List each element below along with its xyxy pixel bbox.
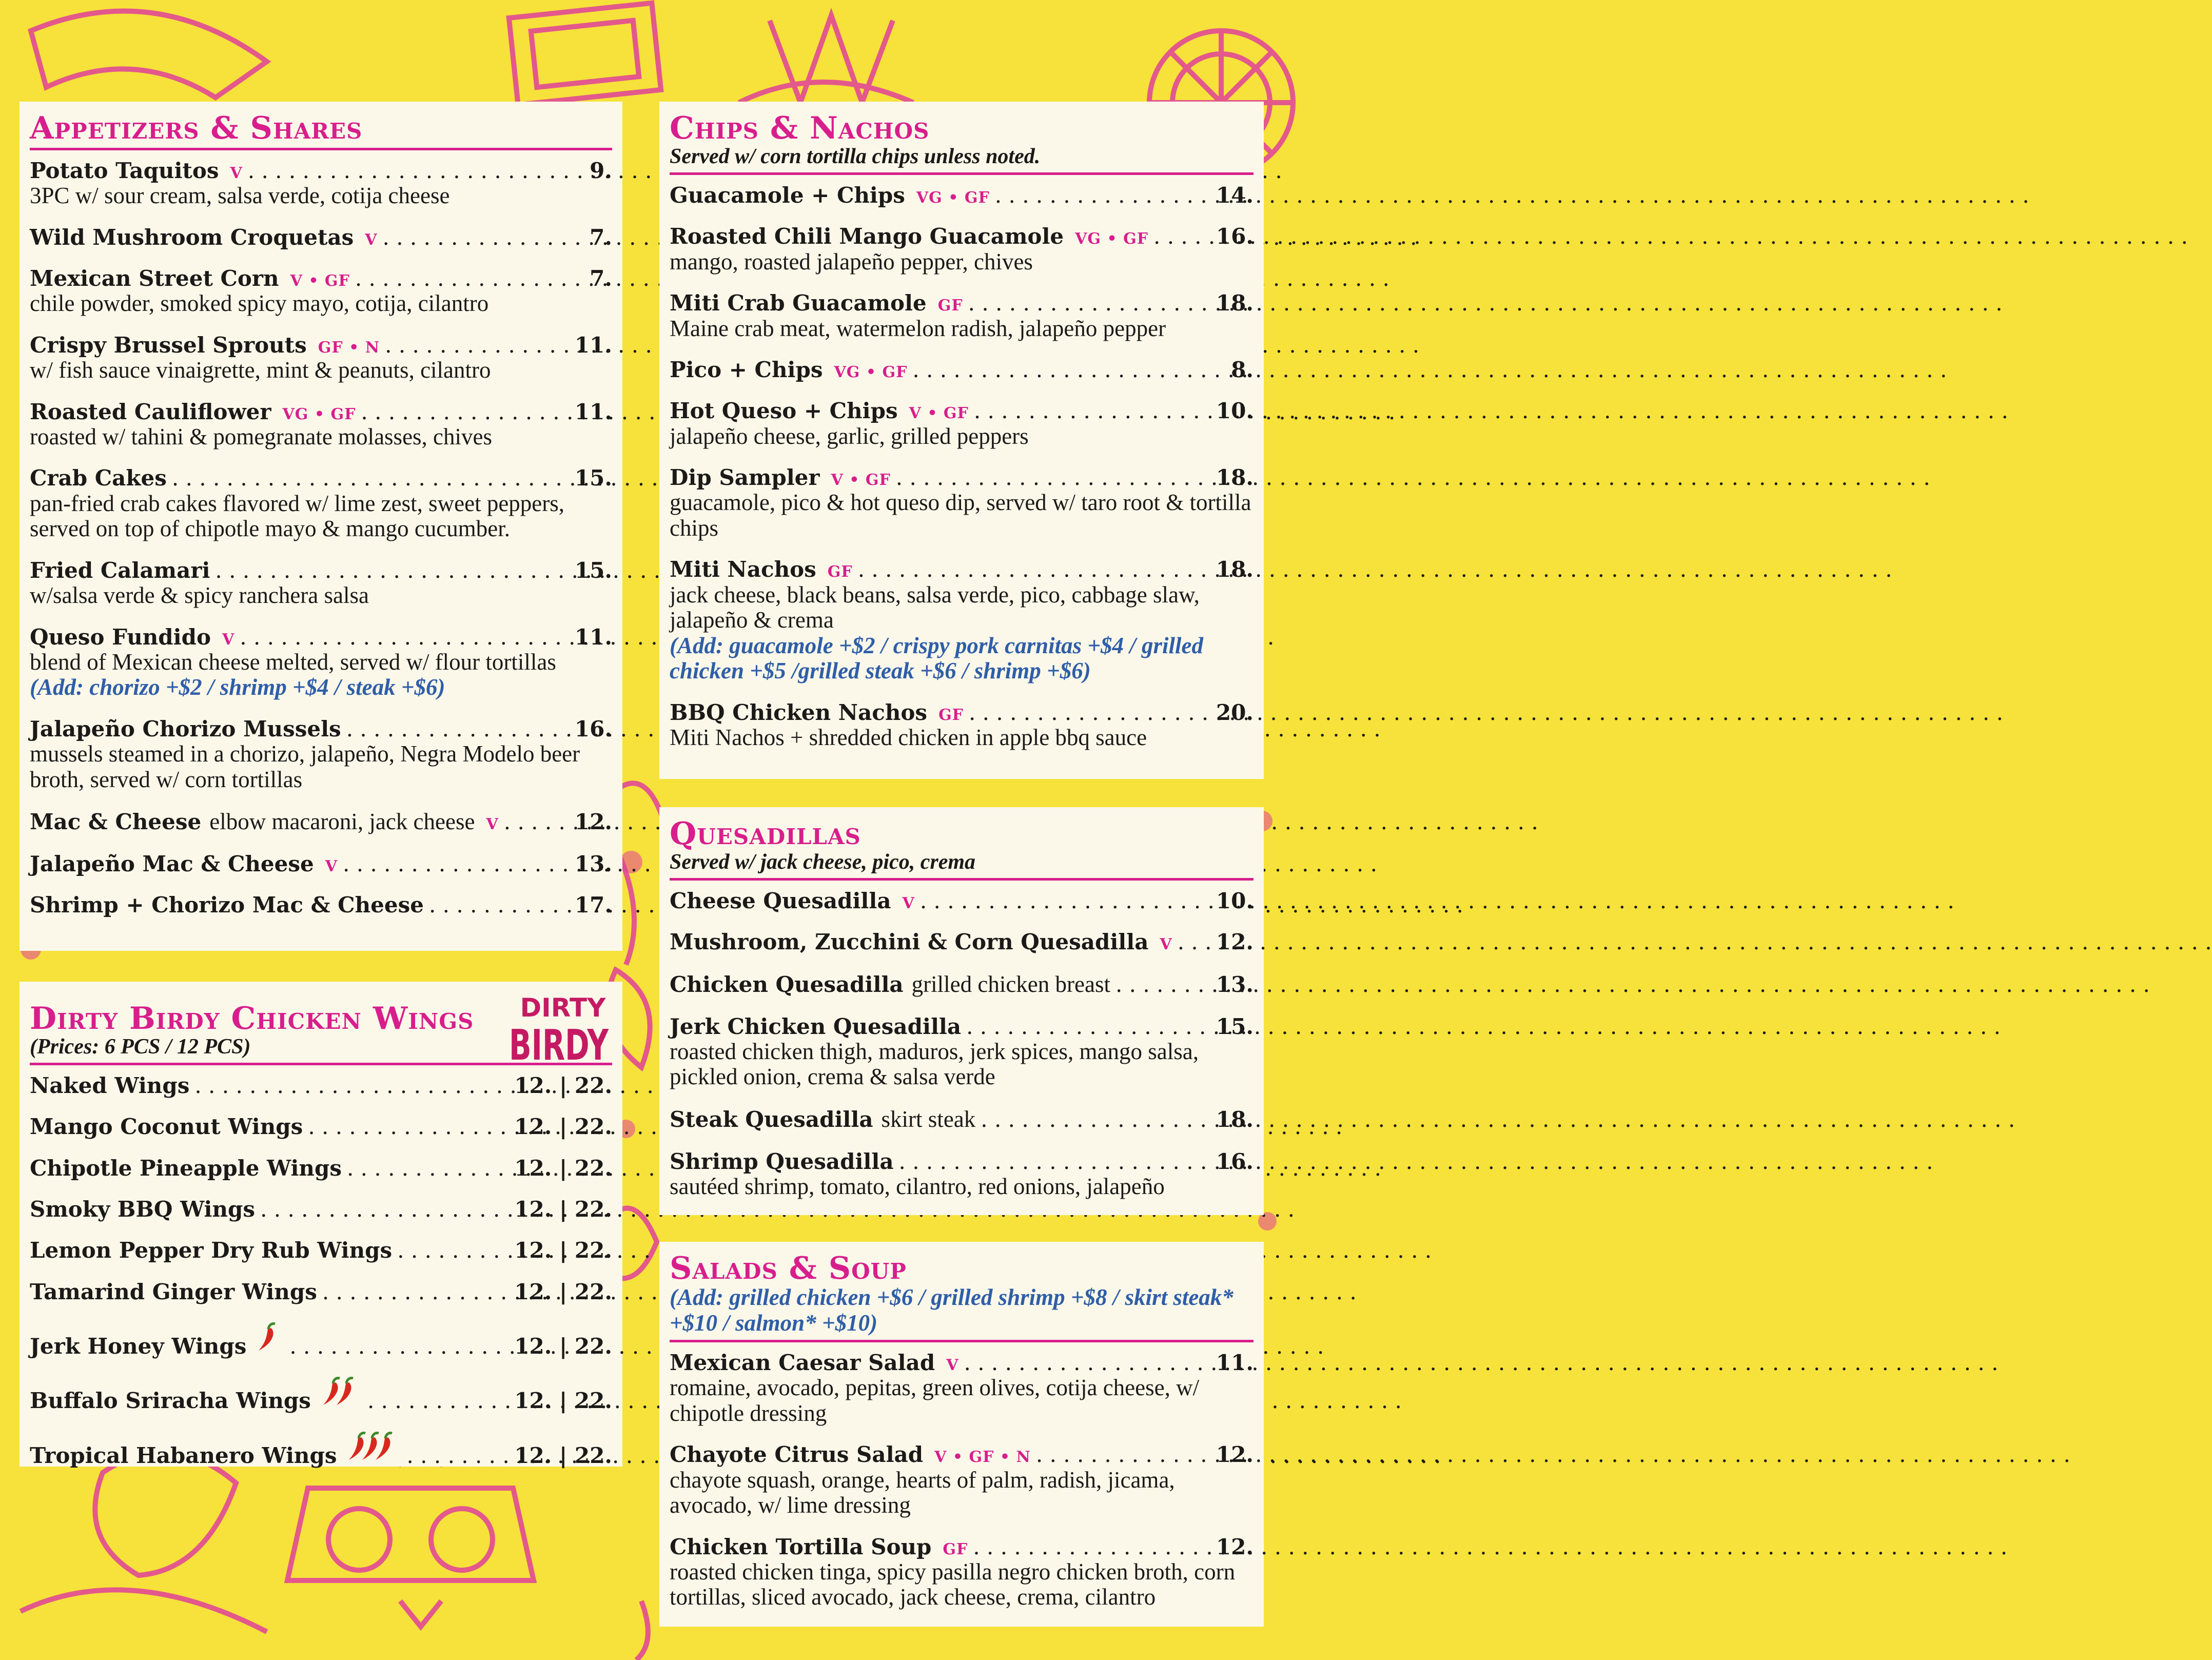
- menu-item-description: chayote squash, orange, hearts of palm, radish, jicama, avocado, w/ lime dressing: [670, 1467, 1175, 1518]
- menu-item: [30, 225, 612, 250]
- quesadillas-subtitle: Served w/ jack cheese, pico, crema: [670, 850, 975, 874]
- menu-item-name: Miti Nachos: [670, 557, 816, 582]
- menu-item-price: 12. | 22.: [514, 1197, 612, 1222]
- menu-item-line: [30, 717, 612, 741]
- menu-item-add-ons: (Add: chorizo +$2 / shrimp +$4 / steak +$6): [30, 674, 445, 700]
- menu-item: [30, 1430, 612, 1468]
- dietary-tags: V: [325, 857, 338, 875]
- menu-item-name: Chayote Citrus Salad: [670, 1442, 924, 1468]
- menu-item: [30, 1321, 612, 1359]
- dot-leader: [347, 1156, 512, 1181]
- menu-item-line: [30, 1430, 612, 1468]
- menu-item-line: [30, 1321, 612, 1359]
- menu-item-price: 8.: [1231, 357, 1254, 383]
- menu-item: [670, 183, 1254, 208]
- menu-item-line: [670, 557, 1254, 582]
- menu-item-price: 12.: [1216, 929, 1254, 955]
- menu-item: [670, 291, 1254, 341]
- dot-leader: [899, 1149, 1214, 1174]
- dietary-tags: V: [486, 815, 499, 834]
- menu-item-line: [30, 625, 612, 650]
- menu-item-line: [670, 1535, 1254, 1559]
- chili-pepper-icon: [256, 1321, 284, 1354]
- menu-item-name: Crab Cakes: [30, 465, 167, 491]
- menu-item-line: [670, 183, 1254, 208]
- menu-item: [30, 466, 612, 541]
- menu-item-price: 12. | 22.: [514, 1238, 612, 1263]
- menu-item-price: 12.: [1216, 1442, 1254, 1468]
- menu-item-description: pan-fried crab cakes flavored w/ lime zest, sweet peppers, served on top of chipotle mayo & mango cucumber.: [30, 490, 565, 542]
- menu-item: [30, 333, 612, 383]
- menu-item-line: [30, 159, 612, 183]
- dot-leader: [973, 1535, 1214, 1559]
- menu-item-line: [30, 852, 612, 876]
- menu-item: [30, 266, 612, 317]
- menu-item-price: 16.: [1216, 1148, 1254, 1174]
- menu-item-name: Chipotle Pineapple Wings: [30, 1155, 342, 1181]
- menu-item-price: 15.: [574, 465, 612, 491]
- dot-leader: [385, 333, 573, 358]
- menu-item-name: Mexican Caesar Salad: [670, 1350, 935, 1375]
- menu-item: [670, 465, 1254, 541]
- menu-item-price: 13.: [1216, 971, 1254, 997]
- dot-leader: [995, 183, 1214, 208]
- menu-item-line: [670, 971, 1254, 998]
- menu-item-line: [670, 700, 1254, 725]
- menu-item-line: [30, 1073, 612, 1098]
- menu-item-note: grilled chicken breast: [911, 971, 1110, 997]
- menu-item-price: 11.: [1216, 1350, 1254, 1375]
- dietary-tags: GF: [938, 706, 964, 724]
- menu-item-description: roasted w/ tahini & pomegranate molasses, chives: [30, 423, 493, 450]
- menu-item-name: Crispy Brussel Sprouts: [30, 332, 307, 358]
- menu-item-line: [670, 889, 1254, 913]
- dietary-tags: GF • N: [318, 338, 380, 357]
- menu-item: [670, 971, 1254, 998]
- menu-item-price: 18.: [1216, 290, 1254, 316]
- menu-item: [30, 558, 612, 609]
- menu-item: [30, 1197, 612, 1222]
- menu-item: [670, 1442, 1254, 1518]
- menu-item-name: Dip Sampler: [670, 465, 820, 491]
- dot-leader: [1036, 1442, 1214, 1467]
- menu-item-name: Pico + Chips: [670, 357, 823, 383]
- menu-item-line: [30, 1156, 612, 1181]
- dot-leader: [920, 889, 1214, 913]
- menu-item-line: [670, 1149, 1254, 1174]
- dietary-tags: V • GF: [909, 404, 969, 423]
- menu-item: [30, 717, 612, 792]
- menu-item-name: Jalapeño Chorizo Mussels: [30, 716, 341, 741]
- menu-item-line: [30, 1197, 612, 1222]
- menu-item-description: 3PC w/ sour cream, salsa verde, cotija cheese: [30, 183, 450, 209]
- menu-item-name: Mac & Cheese: [30, 809, 202, 835]
- menu-item: [670, 557, 1254, 683]
- dietary-tags: GF: [937, 297, 963, 315]
- appetizers-list: [30, 159, 612, 918]
- menu-item-line: [670, 1351, 1254, 1375]
- section-divider: [670, 172, 1254, 175]
- salads-list: [670, 1351, 1254, 1610]
- menu-item-line: [30, 266, 612, 291]
- menu-item: [30, 1115, 612, 1139]
- menu-item: [670, 930, 1254, 954]
- menu-item-description: romaine, avocado, pepitas, green olives, cotija cheese, w/ chipotle dressing: [670, 1375, 1200, 1426]
- dot-leader: [966, 1014, 1214, 1039]
- salads-title: Salads & Soup: [670, 1251, 907, 1286]
- menu-item-name: Miti Crab Guacamole: [670, 290, 927, 316]
- menu-item-price: 12. | 22.: [514, 1279, 612, 1304]
- dietary-tags: V: [1160, 935, 1172, 954]
- dot-leader: [964, 1351, 1214, 1375]
- menu-item-name: Jerk Honey Wings: [30, 1333, 247, 1359]
- menu-item-price: 13.: [574, 851, 612, 876]
- menu-item-price: 11.: [574, 624, 612, 650]
- dot-leader: [429, 893, 573, 917]
- dot-leader: [504, 810, 573, 834]
- dietary-tags: VG • GF: [282, 405, 356, 423]
- menu-item-description: sautéed shrimp, tomato, cilantro, red onions, jalapeño: [670, 1173, 1165, 1199]
- menu-item-description: roasted chicken thigh, maduros, jerk spices, mango salsa, pickled onion, crema & salsa verde: [670, 1038, 1199, 1090]
- menu-item: [30, 159, 612, 209]
- dot-leader: [968, 291, 1214, 316]
- menu-item-name: Chicken Quesadilla: [670, 971, 904, 997]
- menu-item-line: [670, 399, 1254, 423]
- menu-item-description: mussels steamed in a chorizo, jalapeño, Negra Modelo beer broth, served w/ corn tortillas: [30, 741, 580, 792]
- menu-item-description: Maine crab meat, watermelon radish, jalapeño pepper: [670, 315, 1166, 341]
- dietary-tags: VG • GF: [834, 363, 908, 382]
- dot-leader: [1115, 972, 1214, 997]
- menu-item: [30, 893, 612, 917]
- wings-subtitle: (Prices: 6 PCS / 12 PCS): [30, 1035, 251, 1059]
- menu-item-description: Miti Nachos + shredded chicken in apple bbq sauce: [670, 725, 1147, 751]
- menu-item-price: 10.: [1216, 398, 1254, 424]
- menu-item-note: elbow macaroni, jack cheese: [209, 809, 475, 835]
- dietary-tags: V: [946, 1356, 959, 1374]
- menu-item-description: roasted chicken tinga, spicy pasilla negro chicken broth, corn tortillas, sliced avocado, jack cheese, crema, cilantro: [670, 1558, 1236, 1610]
- menu-item-price: 16.: [574, 716, 612, 741]
- appetizers-panel: [19, 102, 622, 951]
- dot-leader: [289, 1334, 512, 1359]
- menu-item-price: 12. | 22.: [514, 1442, 612, 1468]
- dietary-tags: V • GF • N: [934, 1448, 1031, 1467]
- menu-item: [30, 625, 612, 700]
- menu-item-name: Hot Queso + Chips: [670, 398, 898, 424]
- dot-leader: [308, 1115, 512, 1139]
- menu-item-line: [670, 358, 1254, 382]
- menu-item-name: Jalapeño Mac & Cheese: [30, 851, 314, 876]
- menu-item-name: Tamarind Ginger Wings: [30, 1279, 317, 1304]
- menu-item-price: 12. | 22.: [514, 1333, 612, 1359]
- dietary-tags: V • GF: [831, 471, 891, 490]
- menu-item-price: 12. | 22.: [514, 1073, 612, 1099]
- menu-item: [30, 809, 612, 835]
- chips-subtitle: Served w/ corn tortilla chips unless noted.: [670, 145, 1041, 168]
- menu-item-price: 11.: [574, 332, 612, 358]
- menu-item-price: 20.: [1216, 699, 1254, 725]
- menu-item-price: 12. | 22.: [514, 1155, 612, 1181]
- menu-item-price: 12.: [574, 809, 612, 835]
- menu-item-name: Chicken Tortilla Soup: [670, 1534, 932, 1559]
- menu-item-description: guacamole, pico & hot queso dip, served w/ taro root & tortilla chips: [670, 490, 1251, 541]
- menu-item-name: Guacamole + Chips: [670, 183, 905, 208]
- menu-item-line: [670, 1442, 1254, 1467]
- dietary-tags: V: [902, 894, 915, 913]
- menu-item-name: Queso Fundido: [30, 624, 211, 650]
- menu-item: [670, 399, 1254, 449]
- menu-item-description: w/ fish sauce vinaigrette, mint & peanuts, cilantro: [30, 357, 491, 383]
- menu-item-name: Jerk Chicken Quesadilla: [670, 1013, 962, 1039]
- dot-leader: [355, 266, 588, 291]
- menu-item-line: [30, 225, 612, 250]
- dot-leader: [248, 159, 588, 183]
- dot-leader: [397, 1238, 512, 1263]
- menu-item: [30, 1375, 612, 1413]
- menu-item-add-ons: (Add: guacamole +$2 / crispy pork carnitas +$4 / grilled chicken +$5 /grilled steak +$6 / shrimp +$6): [670, 632, 1204, 684]
- quesadillas-list: [670, 889, 1254, 1199]
- dot-leader: [1178, 930, 1214, 954]
- menu-item: [670, 1149, 1254, 1200]
- menu-item-line: [670, 1106, 1254, 1133]
- dot-leader: [343, 852, 573, 876]
- menu-item: [670, 358, 1254, 382]
- menu-item-line: [30, 466, 612, 491]
- dot-leader: [896, 465, 1214, 490]
- menu-item-name: Roasted Chili Mango Guacamole: [670, 224, 1064, 249]
- menu-item: [670, 1014, 1254, 1090]
- dot-leader: [1153, 224, 1214, 249]
- menu-item: [670, 1535, 1254, 1610]
- section-divider: [670, 1340, 1254, 1342]
- chili-pepper-icon: [320, 1375, 362, 1408]
- menu-item: [670, 889, 1254, 913]
- dietary-tags: V: [222, 630, 235, 649]
- menu-item-name: Smoky BBQ Wings: [30, 1197, 256, 1222]
- wings-panel: [19, 982, 622, 1467]
- menu-item-line: [670, 1014, 1254, 1039]
- menu-item: [670, 224, 1254, 275]
- menu-item-name: Lemon Pepper Dry Rub Wings: [30, 1238, 393, 1263]
- menu-item-price: 7.: [590, 224, 612, 250]
- menu-item-name: Roasted Cauliflower: [30, 399, 271, 424]
- menu-item-line: [30, 333, 612, 358]
- dot-leader: [172, 466, 573, 491]
- dot-leader: [361, 400, 573, 424]
- menu-item: [30, 1280, 612, 1304]
- menu-item: [670, 1351, 1254, 1426]
- menu-item-price: 18.: [1216, 557, 1254, 582]
- dot-leader: [367, 1389, 512, 1413]
- menu-item-price: 12.: [1216, 1534, 1254, 1559]
- dot-leader: [912, 358, 1229, 382]
- menu-item: [30, 400, 612, 450]
- dietary-tags: VG • GF: [916, 189, 990, 207]
- dot-leader: [406, 1443, 512, 1468]
- menu-item-name: Shrimp + Chorizo Mac & Cheese: [30, 892, 424, 918]
- menu-item-price: 9.: [590, 158, 612, 183]
- menu-item-name: Wild Mushroom Croquetas: [30, 224, 354, 250]
- menu-item-line: [30, 1238, 612, 1263]
- menu-item-name: Buffalo Sriracha Wings: [30, 1388, 311, 1414]
- menu-item-line: [30, 400, 612, 424]
- menu-item-description: chile powder, smoked spicy mayo, cotija, cilantro: [30, 290, 489, 317]
- menu-item-line: [670, 930, 1254, 954]
- menu-item-price: 16.: [1216, 224, 1254, 249]
- menu-item-name: Mango Coconut Wings: [30, 1114, 303, 1140]
- menu-item-name: Mushroom, Zucchini & Corn Quesadilla: [670, 929, 1149, 955]
- chips-title: Chips & Nachos: [670, 110, 930, 146]
- dot-leader: [240, 625, 573, 650]
- menu-item-name: Mexican Street Corn: [30, 266, 279, 291]
- menu-item: [670, 700, 1254, 751]
- dot-leader: [260, 1197, 512, 1222]
- menu-item-line: [30, 1280, 612, 1304]
- menu-item-price: 7.: [590, 266, 612, 291]
- dot-leader: [858, 557, 1214, 582]
- menu-item-line: [670, 465, 1254, 490]
- dirty-birdy-logo: [507, 989, 610, 1070]
- menu-item-line: [30, 1115, 612, 1139]
- menu-item-price: 14.: [1216, 183, 1254, 208]
- dietary-tags: V: [230, 164, 243, 182]
- salads-panel: [659, 1242, 1264, 1627]
- section-divider: [30, 148, 612, 150]
- menu-item-name: Fried Calamari: [30, 557, 210, 583]
- menu-item-name: Steak Quesadilla: [670, 1106, 873, 1132]
- dot-leader: [346, 717, 573, 741]
- menu-item-name: BBQ Chicken Nachos: [670, 699, 928, 725]
- wings-list: [30, 1073, 612, 1468]
- dot-leader: [969, 700, 1214, 725]
- wings-title: Dirty Birdy Chicken Wings: [30, 1001, 474, 1037]
- quesadillas-title: Quesadillas: [670, 816, 861, 852]
- menu-item: [670, 1106, 1254, 1133]
- chips-list: [670, 183, 1254, 750]
- dot-leader: [194, 1073, 512, 1098]
- dietary-tags: V: [365, 230, 378, 249]
- menu-item-name: Naked Wings: [30, 1073, 190, 1099]
- menu-item-line: [670, 291, 1254, 316]
- menu-item-price: 10.: [1216, 888, 1254, 914]
- menu-item-name: Shrimp Quesadilla: [670, 1148, 894, 1174]
- menu-item-line: [30, 558, 612, 583]
- menu-item-price: 17.: [574, 892, 612, 918]
- section-divider: [670, 878, 1254, 881]
- menu-item-name: Cheese Quesadilla: [670, 888, 891, 914]
- menu-item-price: 18.: [1216, 1106, 1254, 1132]
- logo-bottom-text: BIRDY: [509, 1021, 610, 1070]
- dietary-tags: V • GF: [290, 272, 350, 290]
- dietary-tags: GF: [943, 1540, 968, 1558]
- dot-leader: [383, 225, 588, 250]
- menu-item-price: 11.: [574, 399, 612, 424]
- menu-item-description: blend of Mexican cheese melted, served w/ flour tortillas: [30, 649, 556, 675]
- menu-item: [30, 1238, 612, 1263]
- dietary-tags: VG • GF: [1075, 230, 1149, 248]
- menu-item-note: skirt steak: [881, 1106, 976, 1132]
- salads-add-ons: (Add: grilled chicken +$6 / grilled shrimp +$8 / skirt steak* +$10 / salmon* +$10): [670, 1284, 1234, 1336]
- dot-leader: [215, 558, 573, 583]
- dot-leader: [981, 1107, 1214, 1132]
- quesadillas-panel: [659, 807, 1264, 1215]
- menu-item-price: 15.: [1216, 1013, 1254, 1039]
- menu-item: [30, 1156, 612, 1181]
- menu-item: [30, 852, 612, 876]
- menu-item-price: 18.: [1216, 465, 1254, 491]
- chips-panel: [659, 102, 1264, 779]
- menu-item-description: jalapeño cheese, garlic, grilled peppers: [670, 423, 1029, 449]
- menu-item-name: Tropical Habanero Wings: [30, 1442, 337, 1468]
- appetizers-title: Appetizers & Shares: [30, 110, 363, 146]
- dot-leader: [322, 1280, 512, 1304]
- menu-item-price: 15.: [574, 557, 612, 583]
- menu-item-name: Potato Taquitos: [30, 158, 219, 183]
- menu-item-line: [670, 224, 1254, 249]
- dietary-tags: GF: [827, 563, 853, 581]
- menu-item: [30, 1073, 612, 1098]
- menu-item-description: w/salsa verde & spicy ranchera salsa: [30, 582, 369, 609]
- menu-item-description: jack cheese, black beans, salsa verde, pico, cabbage slaw, jalapeño & crema: [670, 581, 1200, 633]
- menu-item-price: 12. | 22.: [514, 1114, 612, 1140]
- logo-top-text: DIRTY: [520, 993, 606, 1023]
- menu-item-description: mango, roasted jalapeño pepper, chives: [670, 248, 1033, 275]
- dot-leader: [974, 399, 1214, 423]
- menu-item-price: 12. | 22.: [514, 1388, 612, 1414]
- menu-item-line: [30, 1375, 612, 1413]
- menu-item-line: [30, 809, 612, 835]
- menu-item-line: [30, 893, 612, 917]
- chili-pepper-icon: [346, 1430, 401, 1463]
